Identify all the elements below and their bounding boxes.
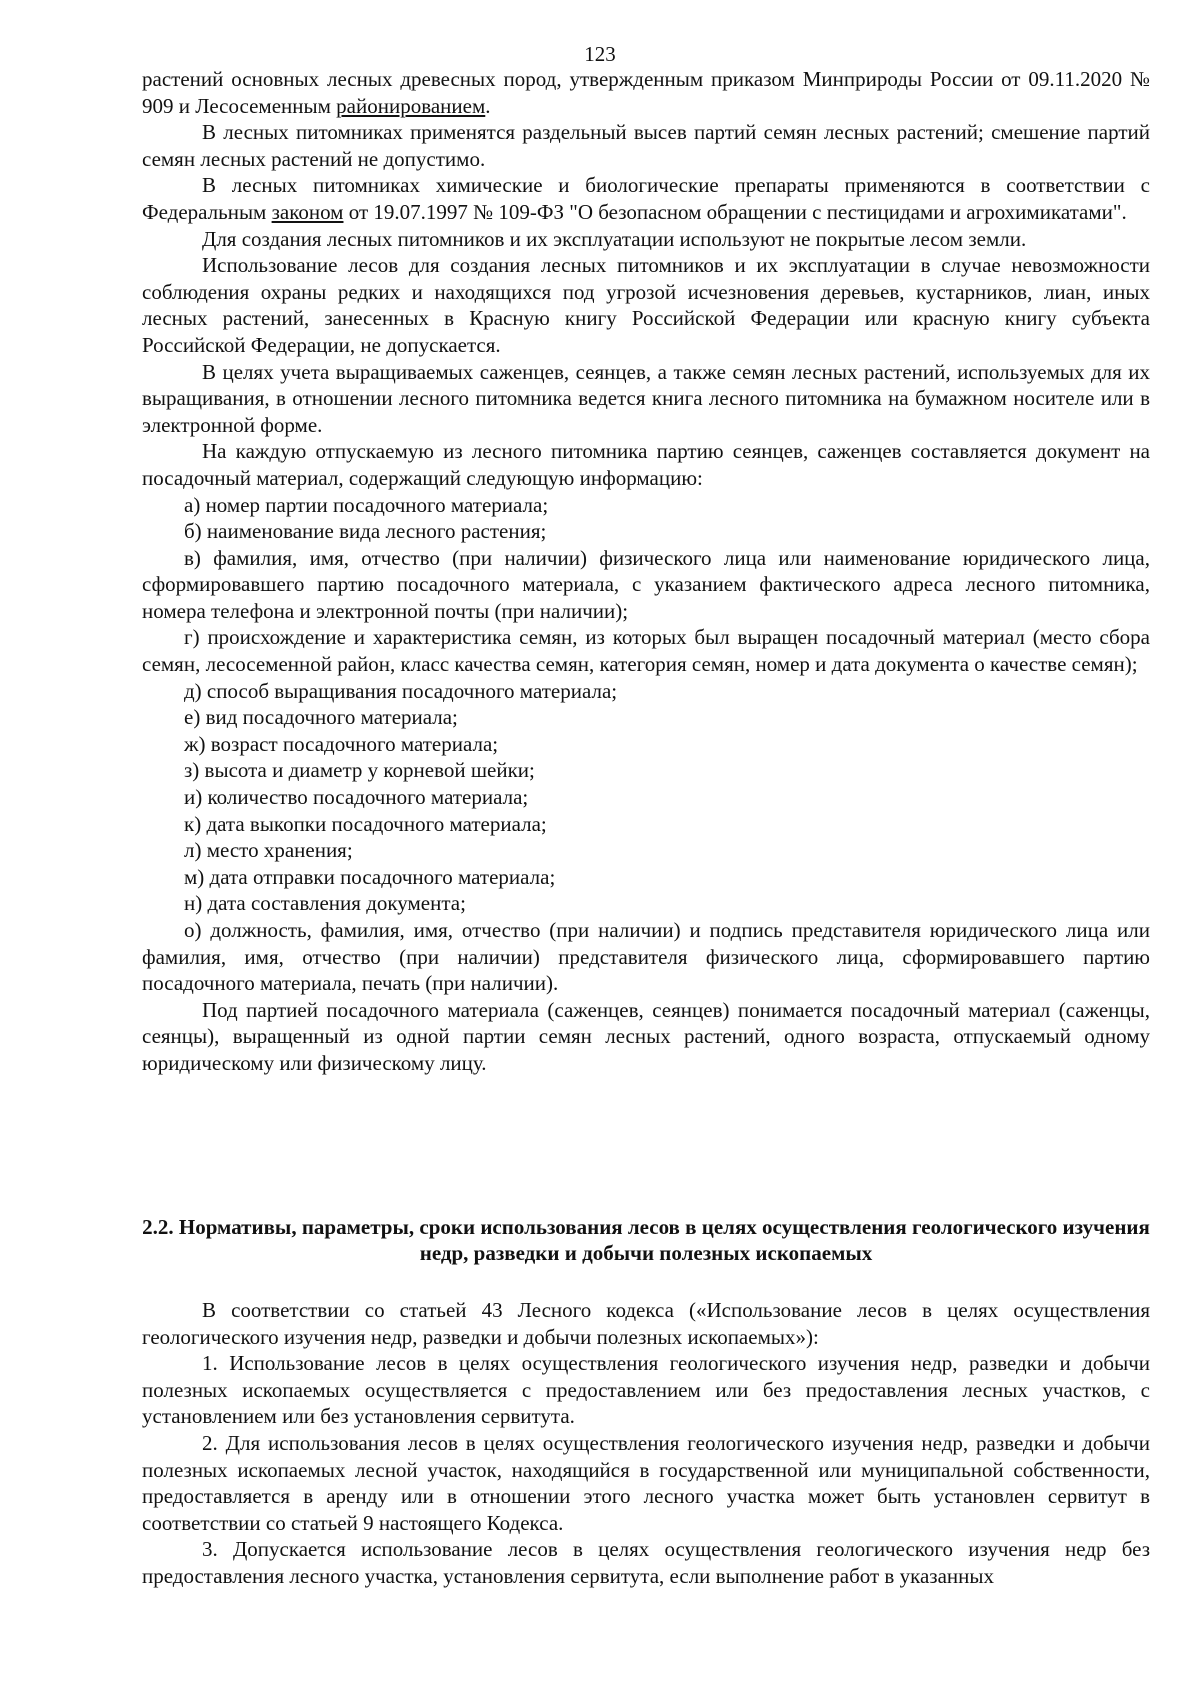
paragraph-red-book: Использование лесов для создания лесных питомников и их эксплуатации в случае невозможности соблюдения охраны редких и находящихся под угрозой исчезновения деревьев, кустарников, лиан, иных лесных растений, занесенных в Красную книгу Российской Федерации или красную книгу субъекта Российской Федерации, не допускается. (142, 253, 1150, 357)
list-item: а) номер партии посадочного материала; (184, 492, 549, 517)
list-item: в) фамилия, имя, отчество (при наличии) физического лица или наименование юридического лица, сформировавшего партию посадочного материала, с указанием фактического адреса лесного питомника, номера телефона и электронной почты (при наличии); (142, 545, 1150, 623)
main-text-block (142, 66, 1150, 1077)
paragraph-text: В лесных питомниках химические и биологические препараты применяются в соответствии с Федеральным (142, 173, 1150, 224)
paragraph-text-end: от 19.07.1997 № 109-ФЗ "О безопасном обращении с пестицидами и агрохимикатами". (343, 199, 1127, 224)
list-item: о) должность, фамилия, имя, отчество (при наличии) и подпись представителя юридического лица или фамилия, имя, отчество (при наличии) представителя физического лица, сформировавшего партию посадочного материала, печать (при наличии). (142, 918, 1150, 996)
paragraph-point-2: 2. Для использования лесов в целях осуществления геологического изучения недр, разведки и добычи полезных ископаемых лесной участок, находящийся в государственной или муниципальной собственности, предоставляется в аренду или в отношении этого лесного участка может быть установлен сервитут в соответствии со статьей 9 настоящего Кодекса. (142, 1430, 1150, 1535)
federal-law-link[interactable]: законом (271, 199, 344, 224)
list-item: е) вид посадочного материала; (184, 705, 458, 730)
list-item: з) высота и диаметр у корневой шейки; (184, 758, 535, 783)
section-heading: 2.2. Нормативы, параметры, сроки использования лесов в целях осуществления геологического изучения недр, разведки и добычи полезных ископаемых (142, 1215, 1150, 1265)
paragraph-point-1: 1. Использование лесов в целях осуществления геологического изучения недр, разведки и добычи полезных ископаемых осуществляется с предоставлением или без предоставления лесных участков, с установлением или без установления сервитута. (142, 1351, 1150, 1429)
paragraph-article-43: В соответствии со статьей 43 Лесного кодекса («Использование лесов в целях осуществления геологического изучения недр, разведки и добычи полезных ископаемых»): (142, 1298, 1150, 1349)
page-number: 123 (584, 42, 616, 66)
paragraph-continuation (142, 66, 1150, 119)
paragraph-text-end: . (485, 93, 491, 118)
list-item: к) дата выкопки посадочного материала; (184, 811, 547, 836)
paragraph-point-3: 3. Допускается использование лесов в целях осуществления геологического изучения недр без предоставления лесного участка, установления сервитута, если выполнение работ в указанных (142, 1537, 1150, 1588)
list-item: ж) возраст посадочного материала; (184, 731, 499, 756)
paragraph-sowing: В лесных питомниках применятся раздельный высев партий семян лесных растений; смешение партий семян лесных растений не допустимо. (142, 120, 1150, 171)
list-item: г) происхождение и характеристика семян, из которых был выращен посадочный материал (место сбора семян, лесосеменной район, класс качества семян, категория семян, номер и дата документа о качестве семян); (142, 625, 1150, 677)
paragraph-lands: Для создания лесных питомников и их эксплуатации используют не покрытые лесом земли. (202, 226, 1027, 251)
paragraph-nursery-book: В целях учета выращиваемых саженцев, сеянцев, а также семян лесных растений, используемых для их выращивания, в отношении лесного питомника ведется книга лесного питомника на бумажном носителе или в электронной форме. (142, 359, 1150, 437)
paragraph-text: растений основных лесных древесных пород, утвержденным приказом Минприроды России от 09.11.2020 № 909 и Лесосеменным (142, 67, 1150, 118)
list-item: д) способ выращивания посадочного материала; (184, 678, 618, 703)
list-item: м) дата отправки посадочного материала; (184, 864, 556, 889)
paragraph-chemicals (142, 172, 1150, 225)
list-item: н) дата составления документа; (184, 891, 466, 916)
paragraph-batch-definition: Под партией посадочного материала (саженцев, сеянцев) понимается посадочный материал (саженцы, сеянцы), выращенный из одной партии семян лесных растений, одного возраста, отпускаемый одному юридическому или физическому лицу. (142, 997, 1150, 1075)
list-item: и) количество посадочного материала; (184, 785, 529, 810)
list-item: б) наименование вида лесного растения; (184, 519, 547, 544)
list-item: л) место хранения; (184, 838, 353, 863)
rayonirovanie-link[interactable]: районированием (336, 93, 486, 118)
section-2-2-text (142, 1297, 1150, 1590)
paragraph-planting-document: На каждую отпускаемую из лесного питомника партию сеянцев, саженцев составляется документ на посадочный материал, содержащий следующую информацию: (142, 439, 1150, 490)
